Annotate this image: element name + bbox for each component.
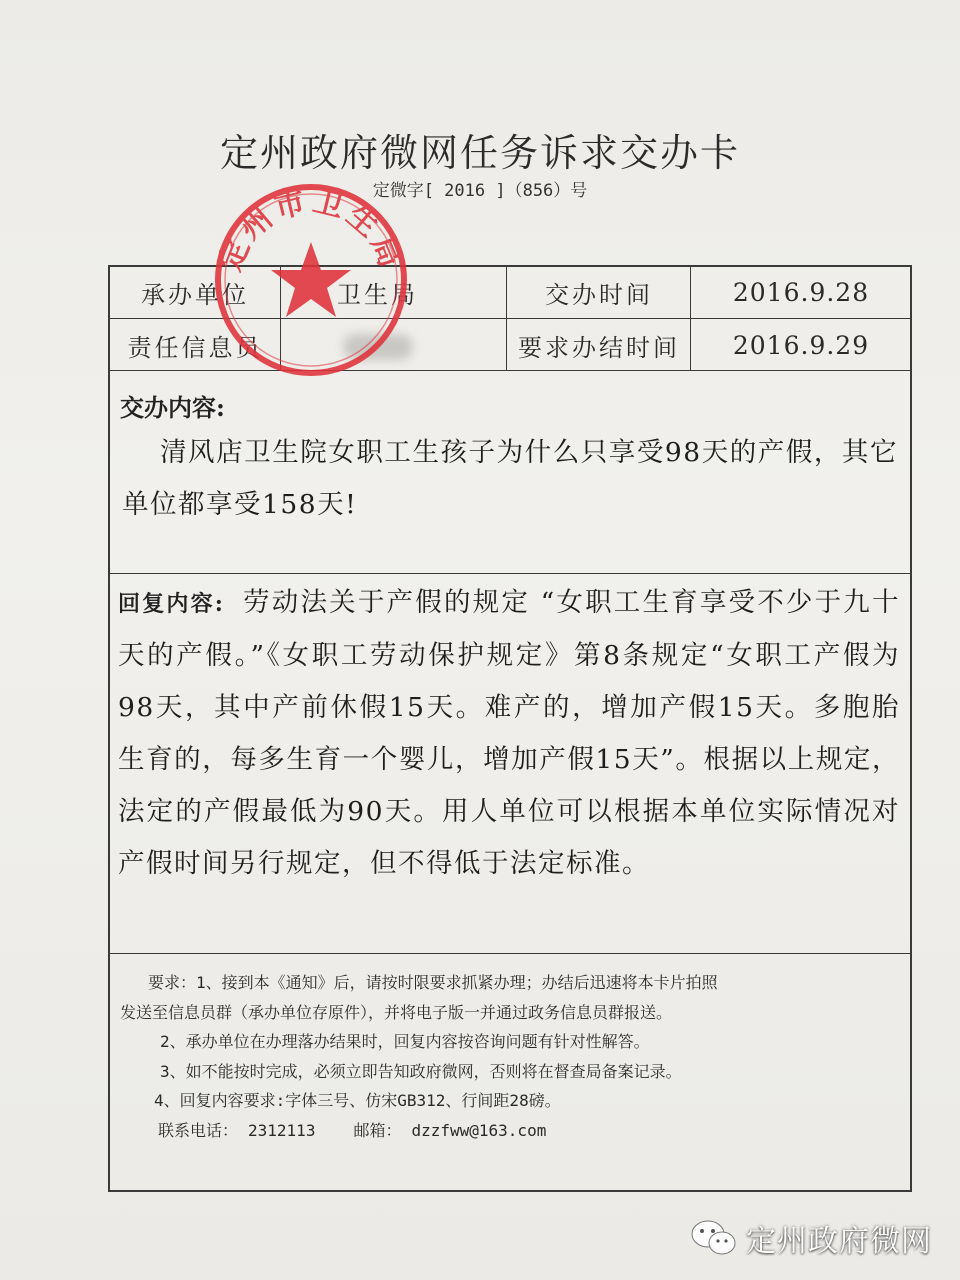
official-seal-stamp: [211, 180, 411, 380]
email-value: dzzfww@163.com: [411, 1120, 547, 1140]
requirement-4: 4、回复内容要求:字体三号、仿宋GB312、行间距28磅。: [154, 1091, 561, 1110]
requirements-notes: [120, 968, 910, 1145]
wechat-icon: [690, 1218, 738, 1258]
requirement-1-cont: 发送至信息员群（承办单位存原件），并将电子版一并通过政务信息员群报送。: [120, 1002, 673, 1022]
assign-time-value: 2016.9.28: [732, 278, 870, 307]
document-number: 定微字[ 2016 ]（856）号: [372, 181, 588, 201]
document-title: 定州政府微网任务诉求交办卡: [219, 131, 740, 175]
section-divider: [108, 573, 912, 574]
responsible-label: 责任信息员: [127, 333, 263, 362]
reply-block: [118, 577, 900, 890]
requirement-2: 2、承办单位在办理落办结果时，回复内容按咨询问题有针对性解答。: [160, 1032, 650, 1051]
assignment-label: 交办内容:: [120, 393, 225, 422]
wechat-watermark: [690, 1216, 932, 1260]
section-divider: [108, 953, 912, 954]
contact-line: [120, 1116, 910, 1146]
assign-time-label: 交办时间: [545, 281, 653, 309]
reply-text: 劳动法关于产假的规定 “女职工生育享受不少于九十天的产假。”《女职工劳动保护规定》第8条规定“女职工产假为98天，其中产前休假15天。难产的，增加产假15天。多胞胎生育的，每多生育一个婴儿，增加产假15天”。根据以上规定，法定的产假最低为90天。用人单位可以根据本单位实际情况对产假时间另行规定，但不得低于法定标准。: [118, 587, 900, 879]
handler-unit-value: 卫生局: [337, 281, 418, 309]
requirement-3: 3、如不能按时完成，必须立即告知政府微网，否则将在督查局备案记录。: [160, 1061, 682, 1081]
table-col-divider: [690, 265, 691, 370]
phone-value: 2312113: [248, 1120, 316, 1140]
svg-text:定州市卫生局: 定州市卫生局: [212, 184, 410, 276]
assignment-text: 清风店卫生院女职工生孩子为什么只享受98天的产假，其它单位都享受158天!: [122, 437, 898, 520]
deadline-value: 2016.9.29: [732, 330, 870, 360]
table-col-divider: [506, 265, 507, 370]
reply-label: 回复内容:: [118, 591, 225, 617]
star-icon: [271, 242, 351, 317]
requirement-1: 要求：1、接到本《通知》后，请按时限要求抓紧办理；办结后迅速将本卡片拍照: [148, 973, 718, 992]
watermark-text: 定州政府微网: [746, 1224, 932, 1259]
phone-label: 联系电话：: [158, 1120, 239, 1140]
email-label: 邮箱：: [353, 1120, 402, 1140]
deadline-label: 要求办结时间: [518, 333, 680, 362]
handler-unit-label: 承办单位: [141, 281, 249, 309]
